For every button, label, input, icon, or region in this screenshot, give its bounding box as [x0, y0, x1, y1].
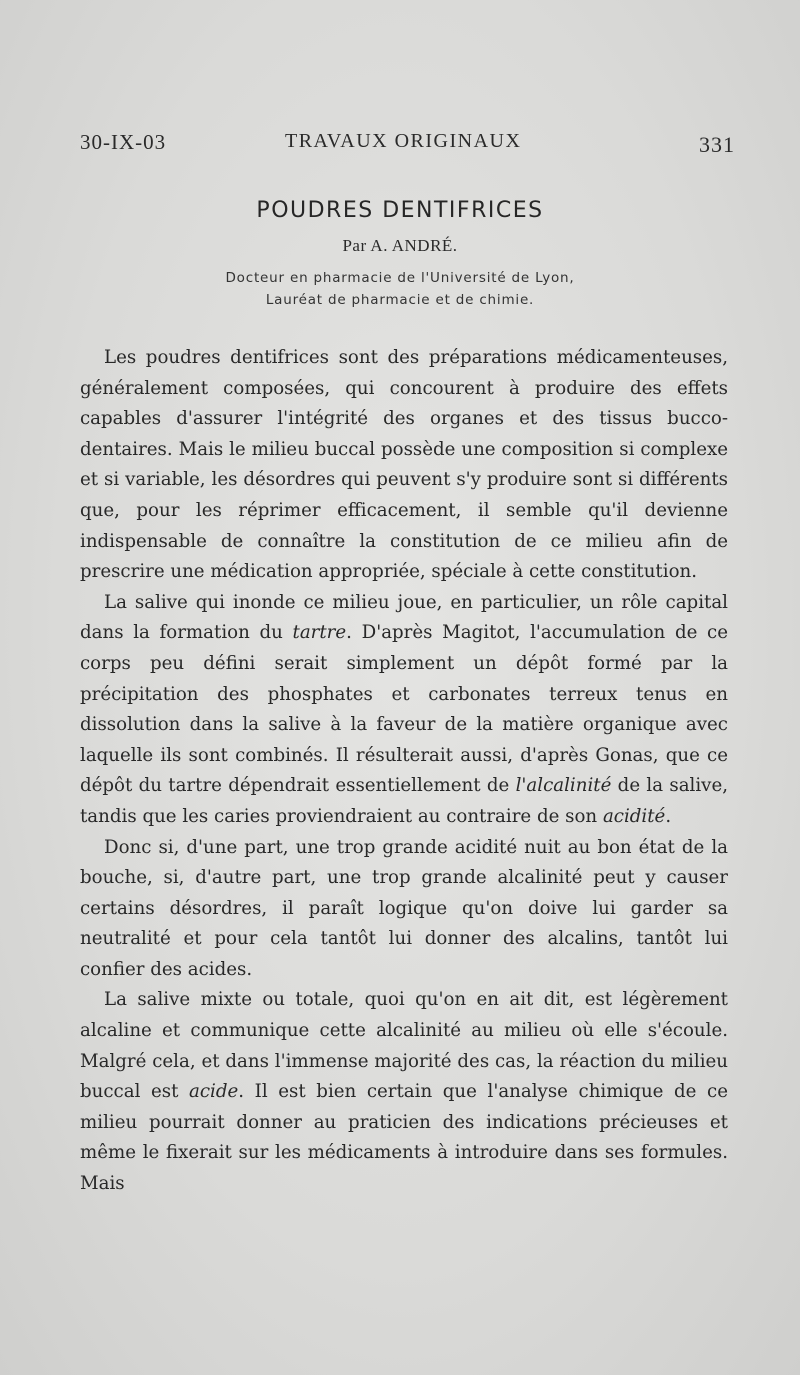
author-affiliation-2: Lauréat de pharmacie et de chimie. [265, 292, 535, 308]
author-affiliation-1: Docteur en pharmacie de l'Université de Lyon, [225, 270, 575, 286]
article-author: Par A. ANDRÉ. [342, 236, 458, 255]
article-title: POUDRES DENTIFRICES [256, 198, 544, 223]
running-header [80, 130, 735, 164]
paragraph-2: La salive qui inonde ce milieu joue, en particulier, un rôle capital dans la formation du tartre. D'après Magitot, l'accumulation de ce corps peu défini serait simplement un dépôt formé par la précipitation des phosphates et carbonates terreux tenus en dissolution dans la salive à la faveur de la matière organique avec laquelle ils sont combinés. Il résulterait aussi, d'après Gonas, que ce dépôt du tartre dépendrait essentiellement de l'alcalinité de la salive, tandis que les caries proviendraient au contraire de son acidité. [80, 591, 728, 827]
header-section-title: TRAVAUX ORIGINAUX [285, 130, 522, 152]
paragraph-4: La salive mixte ou totale, quoi qu'on en ait dit, est légèrement alcaline et communique cette alcalinité au milieu où elle s'écoule. Malgré cela, et dans l'immense majorité des cas, la réaction du milieu buccal est acide. Il est bien certain que l'analyse chimique de ce milieu pourrait donner au praticien des indications précieuses et même le fixerait sur les médicaments à introduire dans ses formules. Mais [80, 989, 728, 1195]
italic-term: acidité [602, 805, 666, 827]
paragraph-3: Donc si, d'une part, une trop grande acidité nuit au bon état de la bouche, si, d'autre part, une trop grande alcalinité peut y causer certains désordres, il paraît logique qu'on doive lui garder sa neutralité et pour cela tantôt lui donner des alcalins, tantôt lui confier des acides. [80, 836, 728, 980]
italic-term: tartre [292, 622, 347, 644]
page-number: 331 [699, 132, 735, 157]
paragraph-1: Les poudres dentifrices sont des préparations médicamenteuses, généralement composées, qui concourent à produire des effets capables d'assurer l'intégrité des organes et des tissus bucco-dentaires. Mais le milieu buccal possède une composition si complexe et si variable, les désordres qui peuvent s'y produire sont si différents que, pour les réprimer efficacement, il semble qu'il devienne indispensable de connaître la constitution de ce milieu afin de prescrire une médication appropriée, spéciale à cette constitution. [80, 347, 728, 583]
italic-term: acide [189, 1081, 239, 1103]
article-body [80, 343, 728, 1200]
header-date: 30-IX-03 [80, 130, 167, 154]
italic-term: l'alcalinité [515, 775, 612, 797]
